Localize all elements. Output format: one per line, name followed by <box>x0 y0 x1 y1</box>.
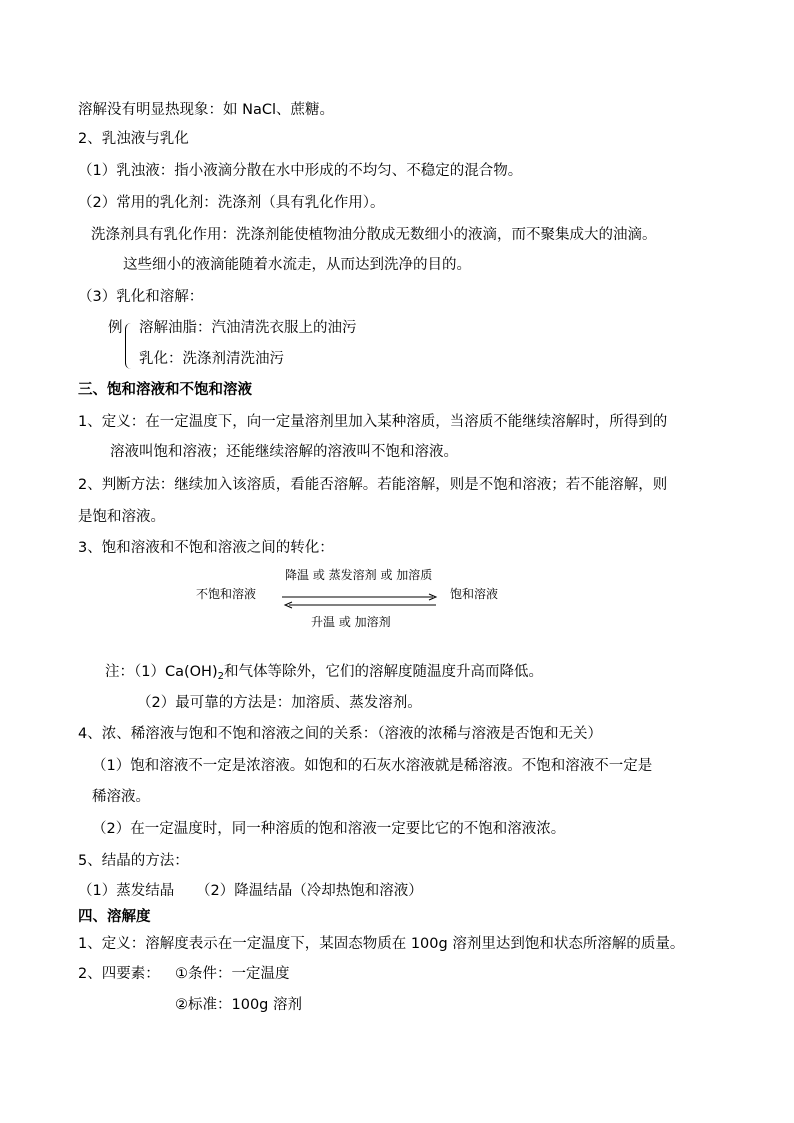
text-line: （1）乳浊液：指小液滴分散在水中形成的不均匀、不稳定的混合物。 <box>78 163 523 179</box>
text-line: 3、饱和溶液和不饱和溶液之间的转化： <box>78 540 334 556</box>
text-line: 1、定义：在一定温度下，向一定量溶剂里加入某种溶质，当溶质不能继续溶解时，所得到的 <box>78 414 668 430</box>
example-item: 乳化：洗涤剂清洗油污 <box>139 351 284 367</box>
note-text: 和气体等除外，它们的溶解度随温度升高而降低。 <box>224 664 543 680</box>
section-heading: 三、饱和溶液和不饱和溶液 <box>78 382 252 398</box>
section-heading: 2、乳浊液与乳化 <box>78 131 189 147</box>
top-condition-label: 降温 或 蒸发溶剂 或 加溶质 <box>285 568 433 582</box>
text-line: 洗涤剂具有乳化作用：洗涤剂能使植物油分散成无数细小的液滴，而不聚集成大的油滴。 <box>91 227 657 243</box>
bottom-condition-label: 升温 或 加溶剂 <box>311 615 391 629</box>
text-line: 这些细小的液滴能随着水流走，从而达到洗净的目的。 <box>123 257 471 273</box>
text-line: ①条件：一定温度 <box>175 966 290 982</box>
text-line: 稀溶液。 <box>92 789 150 805</box>
text-line: （2）常用的乳化剂：洗涤剂（具有乳化作用）。 <box>78 195 385 211</box>
text-line: 1、定义：溶解度表示在一定温度下，某固态物质在 100g 溶剂里达到饱和状态所溶解的质量。 <box>78 936 685 952</box>
text-line: 溶解没有明显热现象：如 NaCl、蔗糖。 <box>78 102 334 118</box>
text-line: 4、浓、稀溶液与饱和不饱和溶液之间的关系：（溶液的浓稀与溶液是否饱和无关） <box>78 726 602 742</box>
left-label: 不饱和溶液 <box>196 587 257 601</box>
text-line: 2、四要素： <box>78 966 160 982</box>
text-line: （3）乳化和溶解： <box>78 289 204 305</box>
subscript: 2 <box>217 671 224 682</box>
text-line: （1）蒸发结晶 （2）降温结晶（冷却热饱和溶液） <box>78 883 423 899</box>
text-line: （1）饱和溶液不一定是浓溶液。如饱和的石灰水溶液就是稀溶液。不饱和溶液不一定是 <box>92 758 653 774</box>
text-line: 2、判断方法：继续加入该溶质，看能否溶解。若能溶解，则是不饱和溶液；若不能溶解，则 <box>78 477 668 493</box>
example-label: 例 <box>108 320 123 336</box>
arrows <box>280 592 442 610</box>
brace <box>125 323 134 369</box>
note-line: （2）最可靠的方法是：加溶质、蒸发溶剂。 <box>137 695 422 711</box>
text-line: （2）在一定温度时，同一种溶质的饱和溶液一定要比它的不饱和溶液浓。 <box>92 821 566 837</box>
note-line <box>105 663 543 681</box>
text-line: 溶液叫饱和溶液；还能继续溶解的溶液叫不饱和溶液。 <box>110 444 458 460</box>
text-line: 5、结晶的方法： <box>78 853 189 869</box>
note-text: 注：（1）Ca(OH) <box>105 664 218 680</box>
right-label: 饱和溶液 <box>450 587 499 601</box>
section-heading: 四、溶解度 <box>78 909 151 925</box>
example-item: 溶解油脂：汽油清洗衣服上的油污 <box>139 320 357 336</box>
text-line: ②标准：100g 溶剂 <box>175 997 302 1013</box>
text-line: 是饱和溶液。 <box>78 509 165 525</box>
